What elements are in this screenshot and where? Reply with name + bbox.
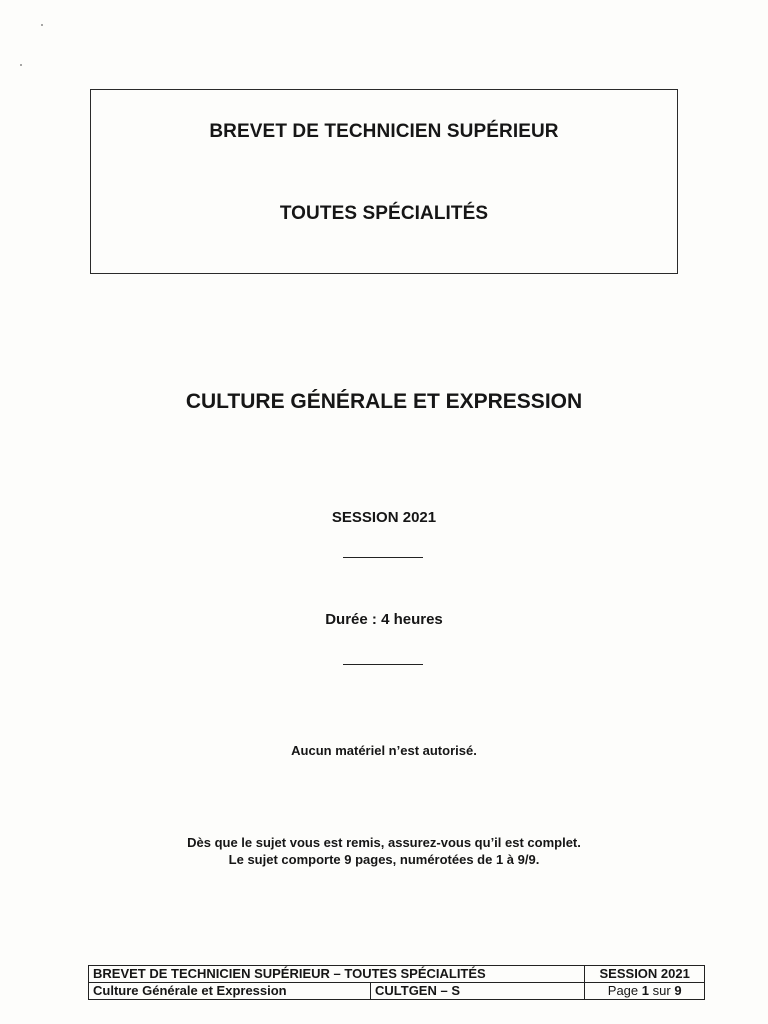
footer-page xyxy=(585,983,705,1000)
footer-page-prefix: Page xyxy=(607,983,639,998)
instructions-line-2: Le sujet comporte 9 pages, numérotées de 1 à 9/9. xyxy=(228,852,540,867)
footer-table xyxy=(88,965,705,1000)
footer-page-sep: sur xyxy=(652,983,671,998)
footer-code: CULTGEN – S xyxy=(371,983,585,1000)
title-line-2: TOUTES SPÉCIALITÉS xyxy=(279,203,489,224)
footer-subject: Culture Générale et Expression xyxy=(89,983,371,1000)
title-line-1: BREVET DE TECHNICIEN SUPÉRIEUR xyxy=(209,121,559,142)
subject-title: CULTURE GÉNÉRALE ET EXPRESSION xyxy=(185,390,583,413)
separator-rule xyxy=(343,557,423,558)
footer-session: SESSION 2021 xyxy=(585,966,705,983)
footer-page-total: 9 xyxy=(674,983,682,998)
title-box xyxy=(90,89,678,274)
materials-notice: Aucun matériel n’est autorisé. xyxy=(291,743,477,758)
scan-speck xyxy=(20,64,22,66)
session-label: SESSION 2021 xyxy=(331,509,437,526)
instructions-line-1: Dès que le sujet vous est remis, assurez-vous qu’il est complet. xyxy=(187,835,581,850)
footer-page-current: 1 xyxy=(641,983,650,998)
footer-exam: BREVET DE TECHNICIEN SUPÉRIEUR – TOUTES SPÉCIALITÉS xyxy=(89,966,585,983)
separator-rule xyxy=(343,664,423,665)
footer-row xyxy=(89,966,705,983)
footer-row xyxy=(89,983,705,1000)
scan-speck xyxy=(41,24,43,26)
duration-label: Durée : 4 heures xyxy=(325,611,443,628)
